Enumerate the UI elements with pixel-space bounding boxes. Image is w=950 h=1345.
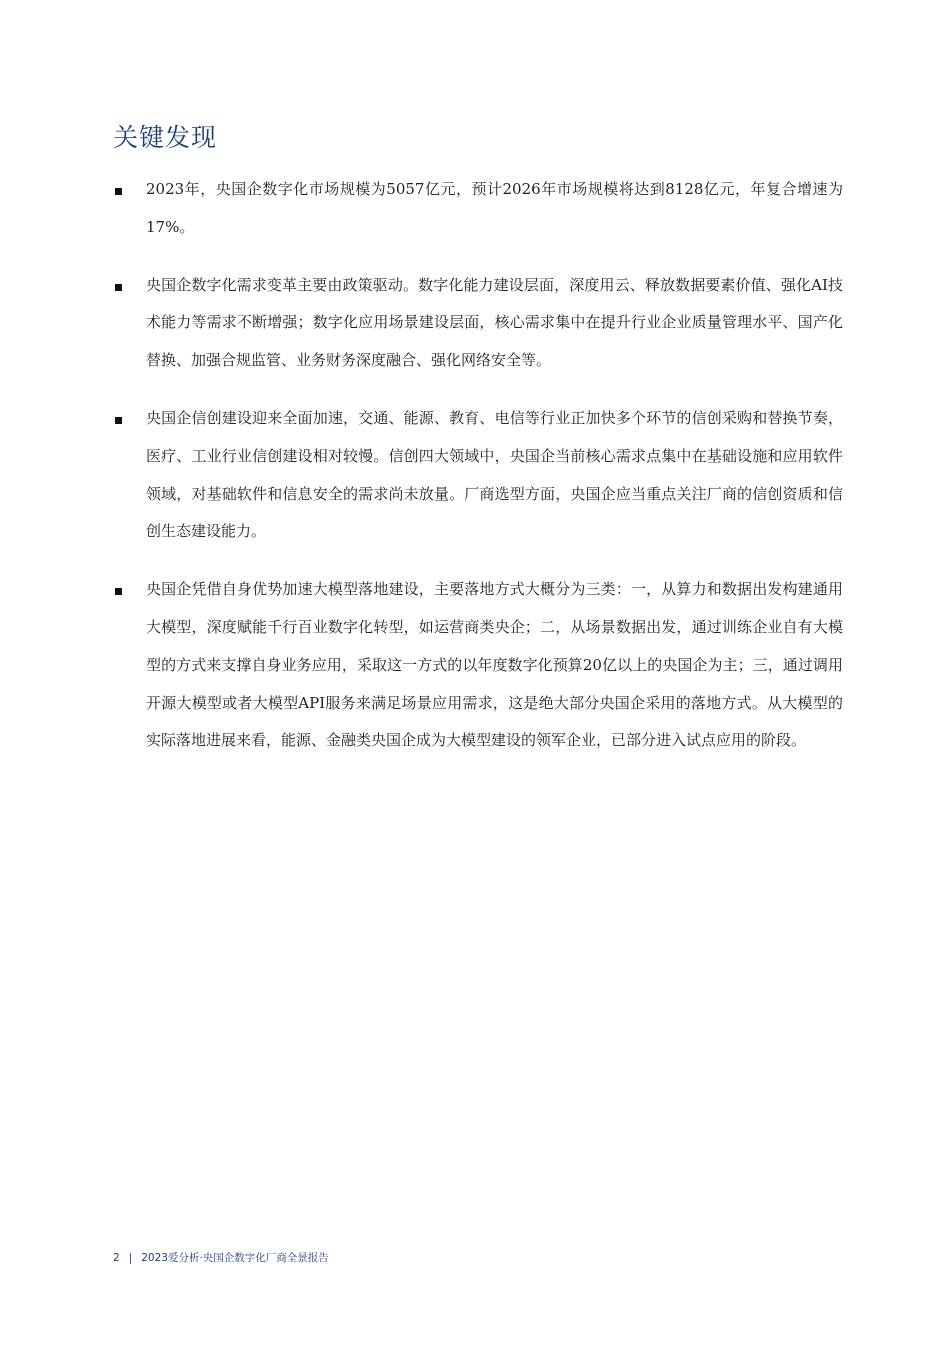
finding-text: 央国企数字化需求变革主要由政策驱动。数字化能力建设层面，深度用云、释放数据要素价值、强化AI技术能力等需求不断增强；数字化应用场景建设层面，核心需求集中在提升行业企业质量管理水平、国产化替换、加强合规监管、业务财务深度融合、强化网络安全等。 <box>146 275 843 370</box>
square-bullet-icon <box>115 188 122 195</box>
list-item <box>113 267 843 380</box>
footer-separator: | <box>128 1252 133 1264</box>
list-item <box>113 171 843 247</box>
key-findings-list <box>113 171 843 780</box>
finding-text: 央国企凭借自身优势加速大模型落地建设，主要落地方式大概分为三类：一，从算力和数据出发构建通用大模型，深度赋能千行百业数字化转型，如运营商类央企；二，从场景数据出发，通过训练企业自有大模型的方式来支撑自身业务应用，采取这一方式的以年度数字化预算20亿以上的央国企为主；三，通过调用开源大模型或者大模型API服务来满足场景应用需求，这是绝大部分央国企采用的落地方式。从大模型的实际落地进展来看，能源、金融类央国企成为大模型建设的领军企业，已部分进入试点应用的阶段。 <box>146 580 843 750</box>
page-number: 2 <box>113 1252 120 1264</box>
square-bullet-icon <box>115 588 122 595</box>
finding-text: 央国企信创建设迎来全面加速，交通、能源、教育、电信等行业正加快多个环节的信创采购和替换节奏，医疗、工业行业信创建设相对较慢。信创四大领域中，央国企当前核心需求点集中在基础设施和应用软件领域，对基础软件和信息安全的需求尚未放量。厂商选型方面，央国企应当重点关注厂商的信创资质和信创生态建设能力。 <box>146 408 843 541</box>
square-bullet-icon <box>115 284 122 291</box>
finding-text: 2023年，央国企数字化市场规模为5057亿元，预计2026年市场规模将达到8128亿元，年复合增速为17%。 <box>146 180 843 236</box>
page-title: 关键发现 <box>113 123 218 152</box>
list-item <box>113 400 843 551</box>
report-title: 2023爱分析·央国企数字化厂商全景报告 <box>141 1252 329 1264</box>
square-bullet-icon <box>115 417 122 424</box>
page-footer <box>113 1250 329 1265</box>
list-item <box>113 571 843 760</box>
